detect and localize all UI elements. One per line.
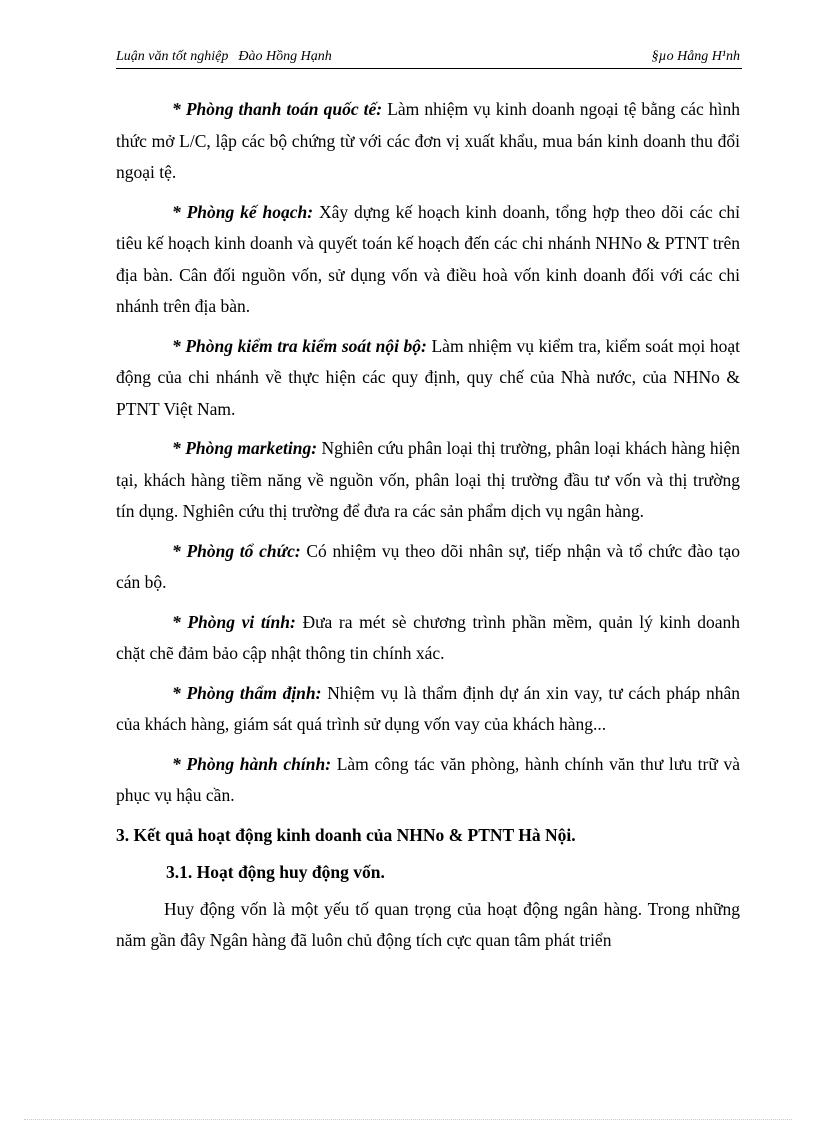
section-text: Làm nhiệm vụ kinh doanh ngoại tệ bằng các hình thức mở L/C, lập các bộ chứng từ với các đơn vị xuất khẩu, mua bán kinh doanh thu đổi ngoại tệ. (116, 99, 740, 182)
page-header (116, 48, 742, 69)
section-label: * Phòng thẩm định: (172, 682, 322, 703)
section-text: Đưa ra mét sè chương trình phần mềm, quản lý kinh doanh chặt chẽ đảm bảo cập nhật thông tin chính xác. (116, 611, 740, 663)
section-label: * Phòng kiểm tra kiểm soát nội bộ: (172, 335, 427, 356)
section-text: Làm công tác văn phòng, hành chính văn thư lưu trữ và phục vụ hậu cần. (116, 753, 740, 805)
section-marketing (116, 433, 740, 528)
section-label: * Phòng kế hoạch: (172, 201, 314, 222)
section-label: * Phòng marketing: (172, 438, 318, 458)
section-label: * Phòng thanh toán quốc tế: (172, 99, 383, 119)
section-text: Nhiệm vụ là thẩm định dự án xin vay, tư cách pháp nhân của khách hàng, giám sát quá trình sử dụng vốn vay của khách hàng... (116, 682, 740, 734)
section-appraisal (116, 678, 740, 741)
section-it (116, 607, 740, 670)
section-text: Có nhiệm vụ theo dõi nhân sự, tiếp nhận và tổ chức đào tạo cán bộ. (116, 540, 740, 592)
heading-capital-mobilization: 3.1. Hoạt động huy động vốn. (166, 861, 385, 882)
closing-paragraph: Huy động vốn là một yếu tố quan trọng của hoạt động ngân hàng. Trong những năm gần đây Ngân hàng đã luôn chủ động tích cực quan tâm phát triển (116, 898, 740, 950)
section-international-payment (116, 94, 740, 189)
section-internal-audit (116, 331, 740, 426)
heading-business-results: 3. Kết quả hoạt động kinh doanh của NHNo & PTNT Hà Nội. (116, 824, 576, 845)
section-organization (116, 536, 740, 599)
section-label: * Phòng tổ chức: (172, 540, 301, 561)
page-bottom-rule (24, 1119, 792, 1120)
header-left (116, 48, 332, 66)
section-administration (116, 749, 740, 812)
page-body (116, 94, 740, 965)
section-label: * Phòng vi tính: (172, 611, 296, 632)
section-planning (116, 197, 740, 323)
header-right-text: §µo Hång H¹nh (651, 49, 740, 64)
header-thesis-title: Luận văn tốt nghiệp (116, 49, 229, 64)
header-author: Đào Hồng Hạnh (238, 49, 332, 64)
section-label: * Phòng hành chính: (172, 753, 332, 774)
section-text: Nghiên cứu phân loại thị trường, phân loại khách hàng hiện tại, khách hàng tiềm năng về nguồn vốn, phân loại thị trường đầu tư vốn và thị trường tín dụng. Nghiên cứu thị trường để đưa ra các sản phẩm dịch vụ ngân hàng. (116, 438, 740, 521)
section-text: Xây dựng kế hoạch kinh doanh, tổng hợp theo dõi các chỉ tiêu kế hoạch kinh doanh và quyết toán kế hoạch đến các chi nhánh NHNo & PTNT trên địa bàn. Cân đối nguồn vốn, sử dụng vốn và điều hoà vốn kinh doanh đối với các chi nhánh trên địa bàn. (116, 201, 740, 316)
section-text: Làm nhiệm vụ kiểm tra, kiểm soát mọi hoạt động của chi nhánh về thực hiện các quy định, quy chế của Nhà nước, của NHNo & PTNT Việt Nam. (116, 335, 740, 419)
